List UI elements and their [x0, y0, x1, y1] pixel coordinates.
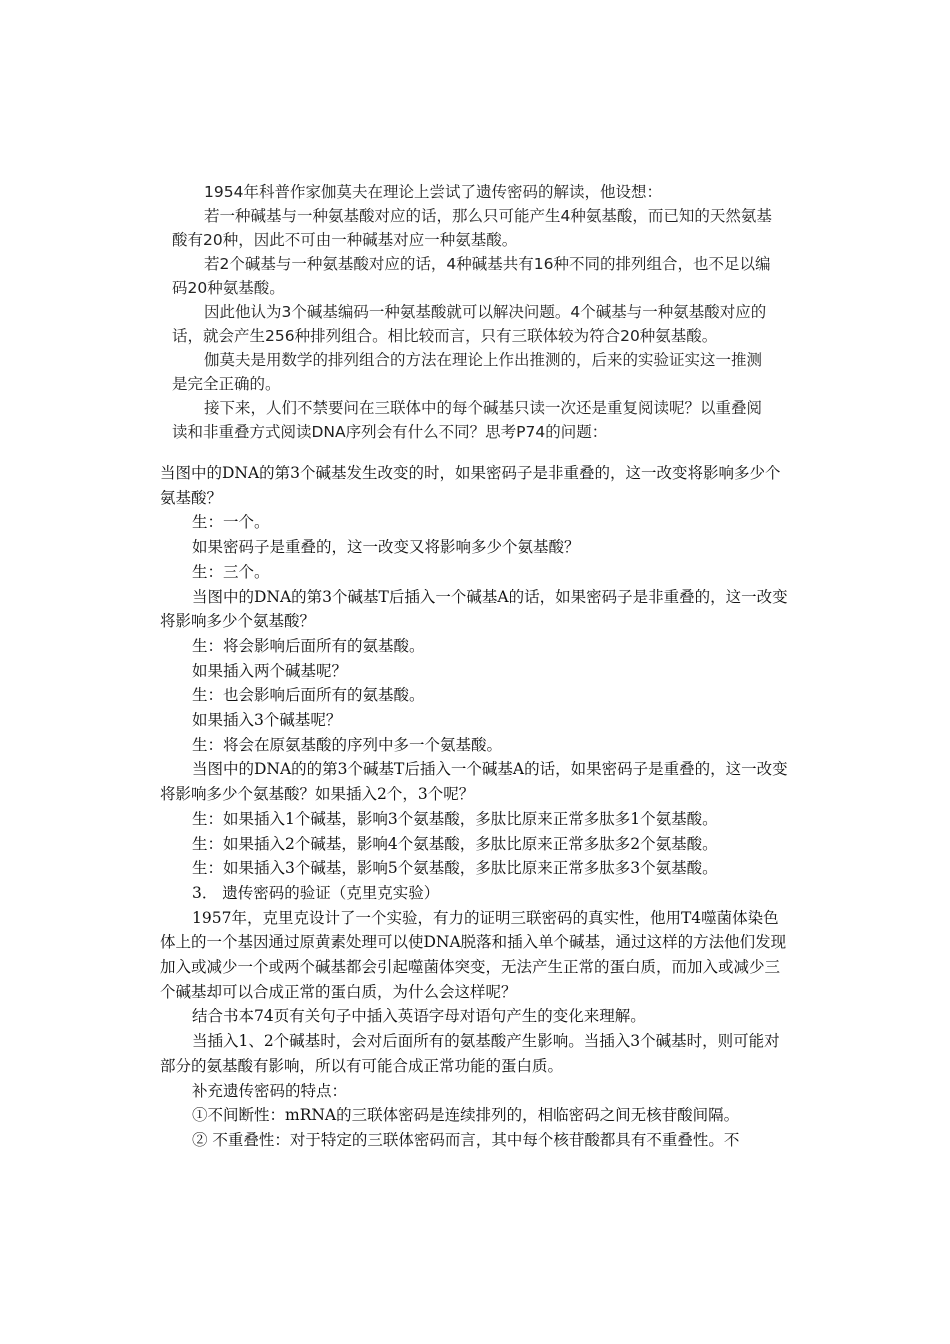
paragraph: 生：如果插入2个碱基，影响4个氨基酸，多肽比原来正常多肽多2个氨基酸。 — [192, 834, 718, 853]
paragraph: 1954年科普作家伽莫夫在理论上尝试了遗传密码的解读，他设想： — [204, 183, 662, 201]
paragraph: 伽莫夫是用数学的排列组合的方法在理论上作出推测的，后来的实验证实这一推测是完全正确的。 — [172, 351, 763, 393]
paragraph: 如果插入3个碱基呢？ — [192, 711, 342, 730]
paragraph: 当图中的DNA的第3个碱基T后插入一个碱基A的话，如果密码子是非重叠的，这一改变将影响多少个氨基酸？ — [160, 587, 788, 631]
paragraph: 生：三个。 — [192, 562, 270, 581]
paragraph: 生：将会在原氨基酸的序列中多一个氨基酸。 — [192, 735, 503, 754]
list-item: ② 不重叠性：对于特定的三联体密码而言，其中每个核苷酸都具有不重叠性。不 — [192, 1130, 740, 1149]
section-heading: 3． 遗传密码的验证（克里克实验） — [192, 883, 440, 902]
paragraph: 补充遗传密码的特点： — [192, 1081, 348, 1100]
paragraph: 生：将会影响后面所有的氨基酸。 — [192, 636, 425, 655]
paragraph: 接下来，人们不禁要问在三联体中的每个碱基只读一次还是重复阅读呢？以重叠阅读和非重叠方式阅读DNA序列会有什么不同？思考P74的问题： — [172, 399, 763, 441]
paragraph: 1957年，克里克设计了一个实验，有力的证明三联密码的真实性，他用T4噬菌体染色体上的一个基因通过原黄素处理可以使DNA脱落和插入单个碱基，通过这样的方法他们发现加入或减少一个或两个碱基都会引起噬菌体突变，无法产生正常的蛋白质，而加入或减少三个碱基却可以合成正常的蛋白质，为什么会这样呢？ — [160, 908, 787, 1001]
paragraph: 生：一个。 — [192, 513, 270, 532]
paragraph: 若一种碱基与一种氨基酸对应的话，那么只可能产生4种氨基酸，而已知的天然氨基酸有20种，因此不可由一种碱基对应一种氨基酸。 — [172, 207, 772, 249]
paragraph: 当插入1、2个碱基时，会对后面所有的氨基酸产生影响。当插入3个碱基时，则可能对部分的氨基酸有影响，所以有可能合成正常功能的蛋白质。 — [160, 1032, 780, 1075]
paragraph: 若2个碱基与一种氨基酸对应的话，4种碱基共有16种不同的排列组合，也不足以编码20种氨基酸。 — [172, 255, 771, 297]
body-text-block — [160, 461, 792, 1153]
paragraph: 如果插入两个碱基呢？ — [192, 661, 348, 680]
paragraph: 当图中的DNA的的第3个碱基T后插入一个碱基A的话，如果密码子是重叠的，这一改变将影响多少个氨基酸？如果插入2个，3个呢？ — [160, 760, 788, 804]
list-item: ①不间断性：mRNA的三联体密码是连续排列的，相临密码之间无核苷酸间隔。 — [192, 1106, 740, 1125]
paragraph: 生：如果插入1个碱基，影响3个氨基酸，多肽比原来正常多肽多1个氨基酸。 — [192, 809, 718, 828]
paragraph: 因此他认为3个碱基编码一种氨基酸就可以解决问题。4个碱基与一种氨基酸对应的话，就会产生256种排列组合。相比较而言，只有三联体较为符合20种氨基酸。 — [172, 303, 767, 345]
paragraph: 如果密码子是重叠的，这一改变又将影响多少个氨基酸？ — [192, 538, 580, 557]
paragraph: 生：如果插入3个碱基，影响5个氨基酸，多肽比原来正常多肽多3个氨基酸。 — [192, 859, 718, 878]
paragraph: 当图中的DNA的第3个碱基发生改变的时，如果密码子是非重叠的，这一改变将影响多少个氨基酸？ — [160, 464, 781, 507]
paragraph: 结合书本74页有关句子中插入英语字母对语句产生的变化来理解。 — [192, 1007, 646, 1026]
paragraph: 生：也会影响后面所有的氨基酸。 — [192, 686, 425, 705]
scanned-text-block — [172, 180, 772, 444]
